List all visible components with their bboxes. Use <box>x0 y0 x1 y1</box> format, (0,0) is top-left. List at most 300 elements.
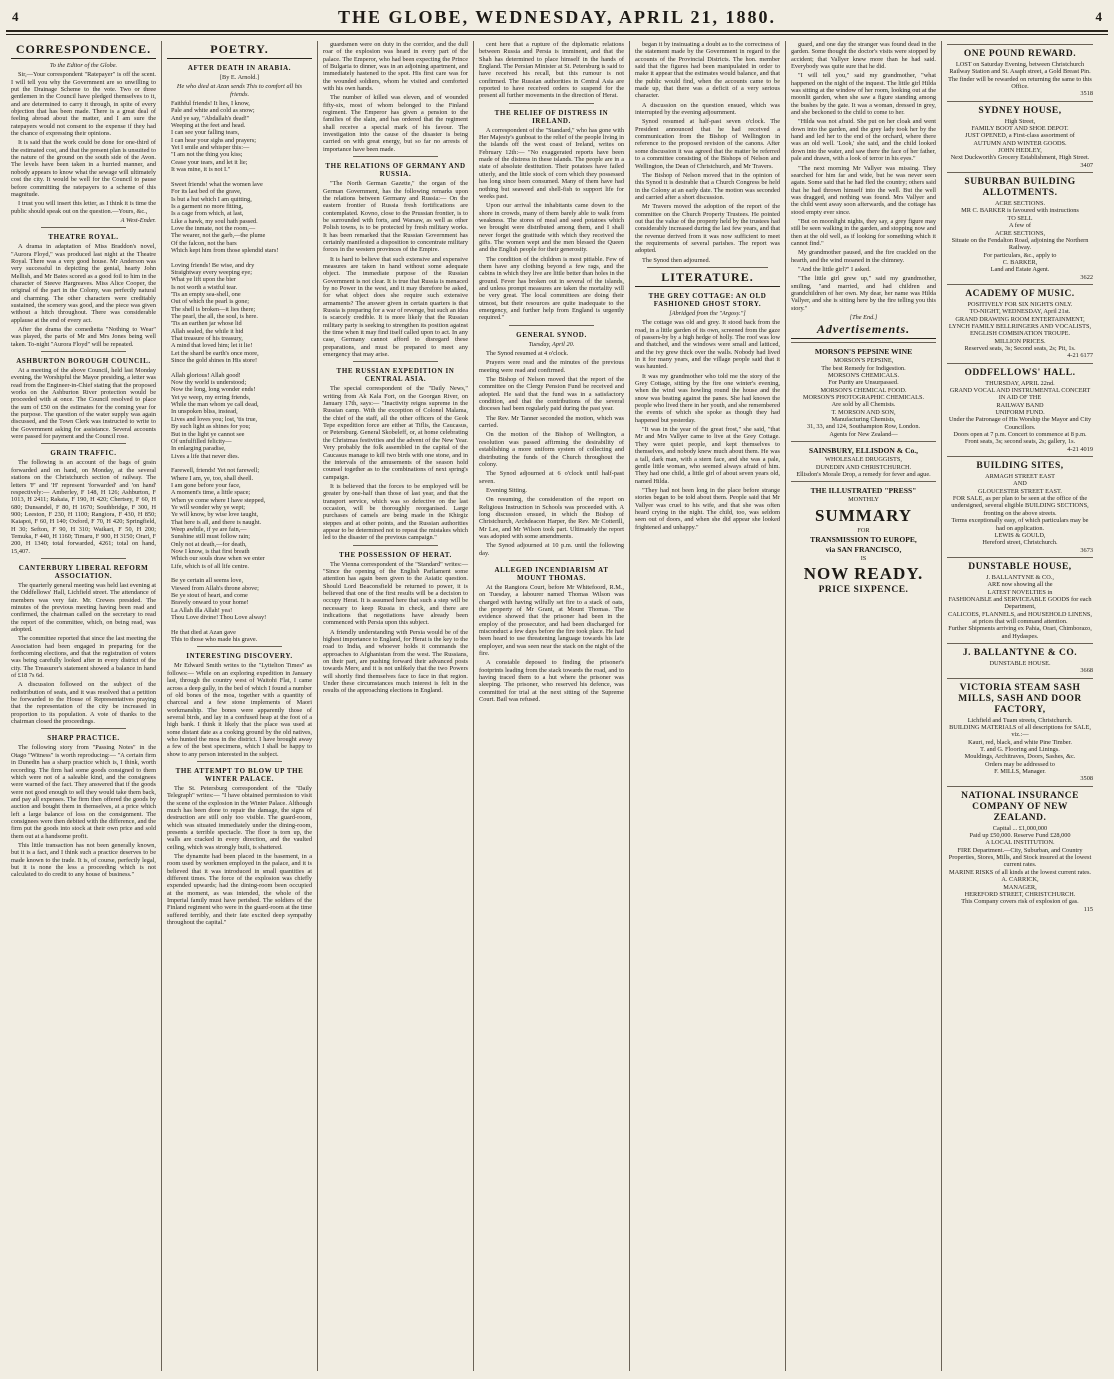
paragraph: "But on moonlight nights, they say, a grey figure may still be seen walking in the garden, and stopping now and then at the old well, as if looking for something which it cannot find." <box>791 217 936 247</box>
divider <box>41 351 126 352</box>
continued-narrative <box>635 41 780 116</box>
explosion-heading: THE ATTEMPT TO BLOW UP THE WINTER PALACE. <box>175 766 304 783</box>
ad-press-title: THE ILLUSTRATED "PRESS" <box>810 486 917 496</box>
reform-heading: CANTERBURY LIBERAL REFORM ASSOCIATION. <box>18 563 149 580</box>
classified-ad <box>947 786 1093 913</box>
paragraph: Out of which the pearl is gone; <box>171 298 249 306</box>
paragraph: Cease your tears, and let it lie; <box>171 158 248 166</box>
ad-line: RAILWAY BAND <box>996 401 1044 409</box>
paragraph: I can see your falling tears, <box>171 129 240 137</box>
story-continued <box>791 41 936 312</box>
paragraph: Sweet friends! what the women lave <box>171 180 263 188</box>
ad-line: POSITIVELY FOR SIX NIGHTS ONLY. <box>967 300 1073 308</box>
divider <box>509 560 594 561</box>
ad-title: J. BALLANTYNE & CO. <box>962 647 1078 658</box>
classified-ad <box>947 557 1093 640</box>
ad-title: SUBURBAN BUILDING ALLOTMENTS. <box>964 177 1076 199</box>
paragraph: A discussion followed on the subject of the redistribution of seats, and it was resolved that a petition be forwarded to the House of Representatives praying that the representation of the city be increased in proportion to its population. A vote of thanks to the chairman closed the proceedings. <box>11 681 156 726</box>
relations-heading: THE RELATIONS OF GERMANY AND RUSSIA. <box>325 162 466 179</box>
ad-line: Kauri, red, black, and white Pine Timber. <box>968 738 1072 746</box>
ad-line: LEWIS & GOULD, <box>994 531 1046 539</box>
grain-article <box>11 459 156 554</box>
paragraph: The quarterly general meeting was held last evening at the Oddfellows' Hall, Lichfield street. The attendance of members was very fair. Mr. Crewes presided. The minutes of the previous meeting having been read and confirmed, the chairman called on the secretary to read the report of the committee, which, on being read, was adopted. <box>11 581 156 633</box>
ad-sainsbury-title: SAINSBURY, ELLISDON & Co., <box>808 446 919 456</box>
paragraph: What ye lift upon the bier <box>171 276 236 284</box>
continued-narrative <box>479 41 624 100</box>
paragraph: It was my grandmother who told me the story of the Grey Cottage, sitting by the fire one winter's evening, when the wind was howling round the house and the snow was beating against the panes. She had known the people who lived there in her youth, and she remembered the events of which she spoke as though they had happened but yesterday. <box>635 372 780 424</box>
ad-morson <box>791 342 936 438</box>
ad-line: Are sold by all Chemists. <box>831 401 896 409</box>
classified-ad <box>947 363 1093 453</box>
reform-article <box>11 582 156 726</box>
paragraph: "The North German Gazette," the organ of the German Government, has the following remarks upon the relations between Germany and Russia:— On the eastern frontier of Russia fresh fortifications are contemplated. Kovno, close to the Prussian frontier, is to be surrounded with forts, and Warsaw, as well as other Polish towns, is to be protected by fresh military works. It has been remarked that the Russian Government has certainly manifested a disposition to concentrate military forces in the western provinces of the Empire. <box>323 180 468 254</box>
ad-line: BUILDING MATERIALS of all descriptions for SALE, viz.:— <box>949 724 1091 739</box>
synod-heading: GENERAL SYNOD. <box>516 330 587 339</box>
ad-line: J. BALLANTYNE & CO., <box>986 573 1054 581</box>
paragraph: Weep awhile, if ye are fain,— <box>171 525 247 533</box>
paragraph: I trust you will insert this letter, as I think it is time the public should speak out on the question.—Yours, &c., <box>11 200 156 215</box>
columns <box>6 41 1108 1371</box>
poetry-heading: POETRY. <box>167 43 312 59</box>
paragraph: And ye say, "Abdallah's dead!" <box>171 114 250 122</box>
divider <box>41 558 126 559</box>
incendiarism-article <box>479 584 624 704</box>
paragraph: Lives and loves you; lost, 'tis true, <box>171 415 258 423</box>
ad-line: ARMAGH STREET EAST <box>985 473 1055 481</box>
ad-reference-number: 3673 <box>1080 546 1093 554</box>
paragraph: Life, which is of all life centre. <box>171 562 249 570</box>
paragraph: Is a garment no more fitting, <box>171 202 244 210</box>
paragraph: The number of killed was eleven, and of wounded fifty-six, most of whom belonged to the Finland regiment. The Emperor has given a pension to the families of the slain, and has ordered that the regiment shall receive a special mark of his favour. The investigation into the cause of the disaster is being carried on with great energy, but so far no arrests of importance have been made. <box>323 94 468 153</box>
distress-heading: THE RELIEF OF DISTRESS IN IRELAND. <box>494 108 609 125</box>
divider <box>509 103 594 104</box>
advertisements-heading: Advertisements. <box>791 323 936 339</box>
herat-heading: THE POSSESSION OF HERAT. <box>339 550 452 559</box>
ashburton-heading: ASHBURTON BOROUGH COUNCIL. <box>16 357 151 366</box>
paragraph: At the Rangiora Court, before Mr Whitefoord, R.M., on Tuesday, a labourer named Thomas Wilson was charged with having wilfully set fire to a stack of oats, the property of Mr Grant, at Mount Thomas. The evidence showed that the prisoner had been in the employ of the prosecutor, and had been discharged for misconduct a few days before the fire took place. He had been heard to use threatening language towards his late employer, and was seen near the stack on the night of the fire. <box>479 583 624 658</box>
ad-line: DUNEDIN AND CHRISTCHURCH. <box>815 463 912 471</box>
ad-line: C. BARKER, <box>1002 258 1038 266</box>
divider <box>353 545 438 546</box>
discovery-article <box>167 662 312 757</box>
ad-line: Capital ... £1,000,000 <box>992 824 1048 832</box>
paragraph: The following is an account of the bags of grain forwarded and on hand, on Monday, at the several stations on the Christchurch section of railway. The letters 'F' and 'H' represent 'forwarded' and 'on hand' respectively:— Amberley, F 148, H 126; Ashburton, F 1013, H 2411; Rakaia, F 190, H 420; Chertsey, F 60, H 680; Dunsandel, F 80, H 1670; Southbridge, F 300, H 900; Leeston, F 230, H 1100; Rangiora, F 430, H 850; Kaiapoi, F 60, H 140; Oxford, F 70, H 420; Springfield, H 30; Sefton, F 90, H 310; Waikari, F 50, H 200; Temuka, F 440, H 1160; Timaru, F 900, H 3150; Orari, F 200, H 1340; total forwarded, 4261; total on hand, 15,407. <box>11 459 156 555</box>
ad-line: ENGLISH COMBINATION TROUPE. <box>969 330 1071 338</box>
column-5 <box>630 41 786 1371</box>
ad-line: Land and Estate Agent. <box>990 266 1050 274</box>
paragraph: Sunshine still must follow rain; <box>171 533 251 541</box>
theatre-article <box>11 243 156 348</box>
paragraph: Yet ye weep, my erring friends, <box>171 393 251 401</box>
ad-reference-number: 3508 <box>1080 775 1093 783</box>
letter-1-signature: A West-Ender. <box>120 216 156 224</box>
ad-reference-number: 115 <box>1083 905 1093 913</box>
ad-line: CALICOES, FLANNELS, and HOUSEHOLD LINENS, at prices that will command attention. <box>948 610 1092 625</box>
ad-line: Doors open at 7 p.m. Concert to commence at 8 p.m. <box>953 431 1087 439</box>
ad-line: UNIFORM FUND. <box>995 409 1045 417</box>
masthead <box>6 4 1108 32</box>
ad-line: TO SELL <box>1007 214 1033 222</box>
paragraph: A constable deposed to finding the prisoner's footprints leading from the stack towards the road, and to having traced them to a hut where the prisoner was sleeping. The prisoner, who reserved his defence, was committed for trial at the next sitting of the Supreme Court. Bail was refused. <box>479 659 624 704</box>
ad-line: Hereford street, Christchurch. <box>982 539 1058 547</box>
paragraph: A mind that loved him; let it lie! <box>171 342 253 350</box>
paragraph: La Allah illa Allah! yea! <box>171 606 233 614</box>
paragraph: "The next morning Mr Vallyer was missing. They searched for him far and wide, but he was never seen again. Some said that he had fled the country; others said that he had thrown himself into the well. But the well was dragged, and nothing was found. Mrs Vallyer and the child went away soon afterwards, and the cottage has stood empty ever since. <box>791 164 936 216</box>
paragraph: "The little girl grew up," said my grandmother, smiling, "and married, and had children and grandchildren of her own. My dear, her name was Hilda Vallyer, and she is sitting here by the fire telling you this story." <box>791 275 936 312</box>
paragraph: It is believed that the forces to be employed will be greater by one-half than those of last year, and that the transport service, which was so defective on the last occasion, will be thoroughly reorganised. Large purchases of camels are being made in the Khirgiz steppes and at other points, and the Russian authorities appear to be determined not to repeat the mistakes which led to the disaster of the previous campaign." <box>323 482 468 542</box>
paragraph: This to those who made his grave. <box>171 636 258 644</box>
column-3 <box>318 41 474 1371</box>
ad-press-summary-word: SUMMARY <box>814 505 913 525</box>
ad-line: Reserved seats, 3s; Second seats, 2s; Pit, 1s. <box>964 344 1076 352</box>
ad-press-summary <box>791 481 936 596</box>
ad-line: LOST on Saturday Evening, between Christchurch Railway Station and St. Asaph street, a Gold Breast Pin. The finder will be rewarded on returning the same to this Office. <box>948 61 1092 91</box>
ad-press-for: FOR <box>857 526 870 534</box>
paragraph: It was mine, it is not I." <box>171 166 231 174</box>
ad-line: F. MILLS, Manager. <box>994 768 1046 776</box>
herat-article <box>323 561 468 695</box>
sharp-practice-article <box>11 744 156 878</box>
ad-line: Situate on the Fendalton Road, adjoining the Northern Railway. <box>951 236 1089 252</box>
ad-press-monthly: MONTHLY <box>848 496 879 504</box>
ad-title: DUNSTABLE HOUSE, <box>968 561 1072 572</box>
paragraph: Farewell, friends! Yet not farewell; <box>171 467 260 475</box>
ad-reference-number: 4-21 4019 <box>1067 445 1093 453</box>
ad-title: ACADEMY OF MUSIC. <box>965 288 1075 299</box>
classified-ads <box>947 44 1093 913</box>
expedition-heading: THE RUSSIAN EXPEDITION IN CENTRAL ASIA. <box>336 367 455 384</box>
ad-line: GRAND DRAWING ROOM ENTERTAINMENT, <box>955 315 1085 323</box>
paragraph: The dynamite had been placed in the basement, in a room used by workmen employed in the palace, and it is believed that it was introduced in small quantities at different times. The force of the explosion was chiefly expended upwards; had the dining-room been occupied at the moment, as was intended, the whole of the Imperial family must have perished. The soldiers of the Finland regiment who were in the guard-room at the time suffered terribly, and their fate excited deep sympathy throughout the capital." <box>167 853 312 927</box>
paragraph: A friendly understanding with Persia would be of the highest importance to England, for Herat is the key to the road to India, and whoever holds it commands the approaches to Afghanistan from the west. The Russians, on their part, are pushing forward their advanced posts towards Merv, and it is not unlikely that the two Powers will shortly find themselves face to face in that region. Under these circumstances much interest is felt in the results of the approaching elections in England. <box>323 628 468 695</box>
column-7 <box>942 41 1098 1371</box>
paragraph: Mr Edward Smith writes to the "Lyttelton Times" as follows:— While on an exploring expedition in January last, through the country west of Waitohi Flat, I came across a deep gully, in the bed of which I found a number of old bones of the moa, together with a quantity of charcoal and a few stone implements of Maori workmanship. The bones were apparently those of several birds, and lay in a confused heap at the foot of a high bank. I think it likely that the place was used at some distant date as a cooking ground by the old natives, who hunted the moa in the district. I have brought away a few of the best specimens, which I shall be happy to show to any person interested in the subject. <box>167 662 312 758</box>
paragraph: At a meeting of the above Council, held last Monday evening, the Worshipful the Mayor presiding, a letter was read from the Engineer-in-Chief stating that the proposed works on the Ashburton River protection would be proceeded with at once. The Council resolved to place the sum of £50 on the estimates for the coming year for the purpose. The question of the water supply was again discussed, and the Town Clerk was instructed to write to the Government asking for assistance. Several accounts were passed for payment and the Council rose. <box>11 367 156 441</box>
paragraph: Which our souls draw when we enter <box>171 555 265 563</box>
ad-line: Mouldings, Architraves, Doors, Sashes, &c. <box>964 753 1076 761</box>
ad-line: T. MORSON AND SON, <box>831 408 896 416</box>
ad-line: The best Remedy for Indigestion. <box>821 364 906 372</box>
ad-line: HEREFORD STREET, CHRISTCHURCH. <box>964 890 1076 898</box>
ad-line: ACRE SECTIONS. <box>994 200 1046 208</box>
story-title: THE GREY COTTAGE: AN OLD FASHIONED GHOST STORY. <box>648 291 767 308</box>
paragraph: Now the long, long wonder ends! <box>171 386 256 394</box>
ad-morson-title: MORSON'S PEPSINE WINE <box>814 347 913 357</box>
paragraph: That here is all, and there is naught. <box>171 518 262 526</box>
ad-reference-number: 4-21 6177 <box>1067 352 1093 360</box>
paragraph: The shell is broken—it lies there; <box>171 305 256 313</box>
column-4 <box>474 41 630 1371</box>
ad-morson-lines <box>791 357 936 438</box>
paragraph: The Synod adjourned at 6 o'clock until half-past seven. <box>479 470 624 485</box>
editor-note: To the Editor of the Globe. <box>49 62 118 69</box>
ad-line: ARE now showing all the <box>987 581 1053 589</box>
poem-author: [By E. Arnold.] <box>219 74 260 81</box>
theatre-heading: THEATRE ROYAL. <box>48 233 119 242</box>
paragraph: "It was in the year of the great frost," she said, "that Mr and Mrs Vallyer came to live at the Grey Cottage. They were quiet people, and kept themselves to themselves, and nobody knew much about them. He was a tall, dark man, with a stern face, and she was a pale, gentle little woman, who seemed always afraid of him. They had one child, a little girl of about seven years old, named Hilda. <box>635 426 780 485</box>
paragraph: "I will tell you," said my grandmother, "what happened on the night of the inquest. The little girl Hilda was sitting at the window of her room, looking out at the moonlit garden, when she saw a figure standing among the bushes by the gate. It was a woman, dressed in grey, and she beckoned to the child to come to her. <box>791 72 936 117</box>
paragraph: Allah sealed, the while it hid <box>171 327 244 335</box>
ad-line: Under the Patronage of His Worship the Mayor and City Councillors. <box>948 416 1092 431</box>
ad-line: DUNSTABLE HOUSE. <box>989 659 1051 667</box>
paragraph: guard, and one day the stranger was found dead in the garden. Some thought the doctor's visits were stopped by accident; that Vallyer knew more than he had said. Everybody was quite sure that he did. <box>791 41 936 71</box>
ad-line: FASHIONABLE and SERVICEABLE GOODS for each Department, <box>948 595 1092 611</box>
paragraph: Sir,—Your correspondent "Ratepayer" is off the scent. I will tell you why the Government are so unwilling to put the Drainage Scheme to the vote. Two or three gentlemen in the Council have pledged themselves to it, and are determined to carry it through, in spite of every objection that has been made. There is a great deal of feeling abroad about the matter, and I am sure the ratepayers would not consent to the expense if they had the chance of expressing their opinions. <box>11 71 156 138</box>
paragraph: A discussion on the question ensued, which was interrupted by the evening adjournment. <box>635 101 780 117</box>
story-end: [The End.] <box>849 314 878 322</box>
paragraph: I can hear your sighs and prayers; <box>171 136 256 144</box>
ad-line: For Purity are Unsurpassed. <box>828 379 899 387</box>
classified-ad <box>947 172 1093 281</box>
paragraph: Of the falcon, not the bars <box>171 239 237 247</box>
ad-press-transmission: TRANSMISSION TO EUROPE, <box>810 534 917 544</box>
ad-reference-number: 3518 <box>1080 90 1093 98</box>
column-2 <box>162 41 318 1371</box>
ad-reference-number: 3668 <box>1080 667 1093 675</box>
paragraph: Prayers were read and the minutes of the previous meeting were read and confirmed. <box>479 359 624 374</box>
sharp-practice-heading: SHARP PRACTICE. <box>47 734 120 743</box>
paragraph: The Synod then adjourned. <box>642 256 711 264</box>
paragraph: 'Tis an earthen jar whose lid <box>171 320 242 328</box>
paragraph: Which kept him from those splendid stars! <box>171 246 279 254</box>
paragraph: But in the light ye cannot see <box>171 430 245 438</box>
ad-line: LYNCH FAMILY BELLRINGERS AND VOCALISTS, <box>948 322 1092 330</box>
paragraph: The committee reported that since the last meeting the Association had been engaged in preparing for the forthcoming elections, and that the registration of voters was being carefully looked after in every district of the city. The Treasurer's statement showed a balance in hand of £18 7s 6d. <box>11 635 156 680</box>
divider <box>41 227 126 228</box>
ad-line: MILLION PRICES. <box>994 337 1046 345</box>
ashburton-article <box>11 367 156 440</box>
paragraph: Ye will know, by wise love taught, <box>171 511 259 519</box>
discovery-heading: INTERESTING DISCOVERY. <box>186 652 293 661</box>
ad-sainsbury <box>791 441 936 478</box>
ad-title: NATIONAL INSURANCE COMPANY OF NEW ZEALAND. <box>961 790 1079 823</box>
classified-ad <box>947 101 1093 169</box>
grain-heading: GRAIN TRAFFIC. <box>50 449 117 458</box>
ad-line: JUST OPENED, a First-class assortment of <box>965 132 1075 140</box>
paragraph: guardsmen were on duty in the corridor, and the dull roar of the explosion was heard in every part of the palace. The Emperor, who had been expecting the Prince of Bulgaria to dinner, was in an adjoining apartment, and immediately hastened to the spot. His first care was for the wounded soldiers, whom he visited and comforted with his own hands. <box>323 41 468 93</box>
paragraph: The special correspondent of the "Daily News," writing from Ak Kala Fort, on the Goorgan River, on January 17th, says:— "Inactivity reigns supreme in the Russian camp. With the exception of Colonel Malama, the chief of the staff, all the other officers of the Geok Tepe expedition force are either at Tiflis, the Caucasus, or Petersburg. General Skobeleff, or, at home celebrating the Christmas festivities and the advent of the New Year. Very probably the folk assembled in the capital of the Caucasus manage to kill two birds with one stone, and in the intervals of the amusements of the season hold counsel together as to the combinations of next spring's campaign. <box>323 385 468 481</box>
ad-press-via: via SAN FRANCISCO, <box>825 544 902 554</box>
ad-line: AND <box>1013 480 1027 488</box>
ad-line: GLOUCESTER STREET EAST. <box>978 487 1062 495</box>
ad-line: High Street, <box>1004 117 1036 125</box>
paragraph: Faithful friends! It lies, I know, <box>171 100 250 108</box>
paragraph: The Synod adjourned at 10 p.m. until the following day. <box>479 542 624 557</box>
paragraph: "And the little girl?" I asked. <box>798 265 871 273</box>
paragraph: Viewed from Allah's throne above; <box>171 584 259 592</box>
ad-line: 31, 33, and 124, Southampton Row, London. <box>806 423 921 431</box>
ad-line: This Company covers risk of explosion of gas. <box>961 898 1079 906</box>
paragraph: Pale and white and cold as snow; <box>171 107 255 115</box>
divider <box>41 443 126 444</box>
paragraph: The following story from "Passing Notes" in the Otago "Witness" is worth reproducing:— "A certain firm in Dunedin has a sharp practice which is, I think, worth recording. The firm had some goods consigned to them which were not of a saleable kind, and the consignees were warned of the fact. They answered that if the goods were not good enough to sell they would take them back, and pay all expenses. The firm then offered the goods by auction and bought them in themselves, at a price which left a large balance of loss on the consignment. The consignees were then debited with the difference, and the firm put the goods into stock at their own price and sold them out at a handsome profit. <box>11 744 156 840</box>
ad-line: Manufacturing Chemists, <box>831 416 896 424</box>
paragraph: Allah glorious! Allah good! <box>171 371 241 379</box>
paragraph <box>171 173 312 180</box>
ad-line: MORSON'S PEPSINE, <box>833 357 894 365</box>
ad-line: FIRE Department.—City, Suburban, and Country Properties, Stores, Mills, and Stock insured at the lowest current rates. <box>948 846 1092 869</box>
divider <box>197 761 282 762</box>
synod-date: Tuesday, April 20. <box>528 340 575 348</box>
paragraph <box>171 254 312 261</box>
paragraph: For its last bed of the grave, <box>171 188 242 196</box>
page-number-left: 4 <box>12 9 19 24</box>
classified-ad <box>947 678 1093 783</box>
paragraph: After the drama the comedietta "Nothing to Wear" was played, the parts of Mr and Mrs Jones being well taken. To-night "Aurora Floyd" will be repeated. <box>11 326 156 348</box>
page-number-right: 4 <box>1095 9 1102 24</box>
divider <box>353 156 438 157</box>
divider <box>353 361 438 362</box>
paragraph: "They had not been long in the place before strange stories began to be told about them. People said that Mr Vallyer was cruel to his wife, and that she was often heard crying in the night. The child, too, was seldom seen out of doors, and when she did appear she looked frightened and unhappy." <box>635 486 780 531</box>
paragraph: Since the gold shines in His store! <box>171 357 258 365</box>
paragraph: The cottage was old and grey. It stood back from the road, in a little garden of its own, screened from the gaze of passers-by by a high hedge of holly. The roof was low and thatched, and the windows were small and latticed, and the ivy grew thick over the walls. Nobody had lived in it for many years, and the village people said that it was haunted. <box>635 319 780 371</box>
paragraph: When ye come where I have stepped, <box>171 496 266 504</box>
column-6 <box>786 41 942 1371</box>
poem-verse <box>171 100 312 643</box>
ad-line: MORSON'S PHOTOGRAPHIC CHEMICALS. <box>802 394 925 402</box>
paragraph: Mr Travers moved the adoption of the report of the committee on the Church Property Trustees. He pointed out that the value of the property held by the trustees had considerably increased during the last few years, and that the revenue derived from it was now sufficient to meet the requirements of several parishes. The report was adopted. <box>635 203 780 255</box>
paragraph: Of unfulfilled felicity— <box>171 437 232 445</box>
paragraph: While the man whom ye call dead, <box>171 401 259 409</box>
paragraph: Let the shard be earth's once more, <box>171 349 259 357</box>
paragraph: Be ye certain all seems love, <box>171 577 244 585</box>
classified-ad <box>947 456 1093 554</box>
column-1 <box>6 41 162 1371</box>
paragraph: Be ye stout of heart, and come <box>171 592 248 600</box>
story-source: [Abridged from the "Argosy."] <box>669 309 746 317</box>
paragraph: Is but a hut which I am quitting, <box>171 195 252 203</box>
ad-line: MARINE RISKS of all kinds at the lowest current rates. <box>948 868 1091 876</box>
ad-line: A few of <box>1008 222 1032 230</box>
distress-article <box>479 127 624 322</box>
ad-line: T. and G. Flooring and Linings. <box>980 746 1060 754</box>
ad-line: MORSON'S CHEMICAL FOOD. <box>820 386 907 394</box>
ad-line: GRAND VOCAL AND INSTRUMENTAL CONCERT <box>949 387 1091 394</box>
ad-line: Orders may be addressed to <box>985 760 1055 768</box>
paragraph: I am gone before your face, <box>171 481 241 489</box>
paragraph: Now thy world is understood; <box>171 379 247 387</box>
paragraph <box>171 460 312 467</box>
ad-line: Further Shipments arriving ex Pahia, Orari, Chimborazo, and Hydaspes. <box>948 625 1092 640</box>
paragraph: Like a hawk, my soul hath passed. <box>171 217 258 225</box>
continued-narrative <box>323 41 468 153</box>
paragraph: On the motion of the Bishop of Wellington, a resolution was passed affirming the desirability of establishing a more uniform system of collecting and distributing the funds of the Church throughout the colony. <box>479 431 624 468</box>
paragraph: The condition of the children is most pitiable. Few of them have any clothing beyond a few rags, and the cabins in which they live are little better than holes in the ground. Fever has broken out in several of the islands, and unless prompt measures are taken the mortality will be very great. The local committees are doing their utmost, but their resources are quite inadequate to the emergency, and further help from England is urgently required." <box>479 255 624 322</box>
ad-line: Lichfield and Tuam streets, Christchurch. <box>967 716 1073 724</box>
paragraph <box>171 364 312 371</box>
paragraph <box>171 621 312 628</box>
paragraph: This little transaction has not been generally known, but it is a fact, and I think such a practice deserves to be made known to the trade. It is, of course, perfectly legal, but it is none the less a proceeding which is not calculated to do credit to any house of business." <box>11 841 156 879</box>
paragraph: The Vienna correspondent of the "Standard" writes:— "Since the opening of the English Parliament some attention has again been given to the Asiatic question. Should Lord Beaconsfield be returned to power, it is believed that one of the first results will be a decision to occupy Herat. It is assumed here that such a step will be necessary to keep Russia in check, and there are indications that negotiations have already been commenced with Persia upon this subject. <box>323 560 468 627</box>
divider <box>509 325 594 326</box>
ad-title: BUILDING SITES, <box>976 461 1064 472</box>
paragraph: cent here that a rupture of the diplomatic relations between Russia and Persia is imminent, and that the Shah has determined to place himself in the hands of England. The Persian Minister at St. Petersburg is said to have received his recall, but this rumour is not confirmed. The Russian authorities in Central Asia are reported to have received orders to suspend for the present all further movements in the direction of Herat. <box>479 41 624 100</box>
paragraph: Yet I smile and whisper this:— <box>171 144 250 152</box>
expedition-article <box>323 385 468 541</box>
paragraph: "I am not the thing you kiss; <box>171 151 243 159</box>
paragraph: A moment's time, a little space; <box>171 489 251 497</box>
ad-reference-number: 3622 <box>1080 273 1093 281</box>
classified-ad <box>947 643 1093 675</box>
ad-press-now-ready: NOW READY. <box>803 564 924 584</box>
ad-line: Terms exceptionally easy, of which particulars may be had on application. <box>951 517 1089 532</box>
paragraph: Thou Love divine! Thou Love alway! <box>171 614 267 622</box>
poem-epigraph: He who died at Azan sends This to comfort all his friends. <box>176 83 303 98</box>
paragraph: My grandmother paused, and the fire crackled on the hearth, and the wind moaned in the chimney. <box>791 249 936 264</box>
ad-line: MANAGER, <box>1003 883 1037 891</box>
classified-ad <box>947 284 1093 360</box>
story-text <box>635 319 780 531</box>
ad-title: ONE POUND REWARD. <box>963 49 1077 59</box>
paragraph: Evening Sitting. <box>486 486 527 494</box>
synod-continued <box>635 118 780 264</box>
ad-line: MORSON'S CHEMICALS. <box>827 372 900 380</box>
ad-line: MR C. BARKER is favoured with instructions <box>961 207 1079 215</box>
incendiarism-heading: ALLEGED INCENDIARISM AT MOUNT THOMAS. <box>494 565 609 582</box>
ad-line: A LOCAL INSTITUTION. <box>985 839 1055 847</box>
ad-line: Front seats, 3s; second seats, 2s; gallery, 1s. <box>964 438 1076 446</box>
correspondence-heading: CORRESPONDENCE. <box>11 43 156 59</box>
paragraph: A correspondent of the "Standard," who has gone with Her Majesty's gunboat to the relief of the people living in the islands off the west coast of Ireland, writes on February 12th:— "No exaggerated reports have been made of the distress in these islands. The people are in a state of absolute destitution. Their potatoes have failed utterly, and the little stock of corn which they possessed has long since been consumed. Many of them have had nothing but seaweed and shell-fish to support life for weeks past. <box>479 126 624 200</box>
paragraph: A drama in adaptation of Miss Braddon's novel, "Aurora Floyd," was produced last night at the Theatre Royal. There was a very good house. Mr Anderson was very successful in depicting the genial, hearty John Mellish, and Mr Bates scored as a good foil to him in the character of Steeve Hargreaves. Miss Alice Cooper, the original of the part in the Colony, was perfectly natural and charming. The other characters were creditably sustained, the scenery was good, and the piece was given without a hitch throughout. There was considerable applause at the end of every act. <box>11 243 156 324</box>
ad-title: ODDFELLOWS' HALL. <box>964 367 1076 378</box>
ad-line: TO-NIGHT, WEDNESDAY, April 21st. <box>969 308 1071 316</box>
paragraph: In unspoken bliss, instead, <box>171 408 238 416</box>
paragraph: Synod resumed at half-past seven o'clock. The President announced that he had received a communication from the Bishop of Wellington in reference to the proposed revision of the canons. After some discussion it was agreed that the matter be referred to a committee consisting of the Bishops of Nelson and Wellington, the Dean of Christchurch, and Mr Travers. <box>635 118 780 170</box>
ad-line: JOHN HEDLEY, <box>998 147 1042 155</box>
paragraph: The Bishop of Nelson moved that the report of the committee on the Clergy Pension Fund be received and adopted. He said that the fund was in a satisfactory condition, and that the contributions of the several dioceses had been regularly paid during the past year. <box>479 376 624 413</box>
paragraph: It is said that the work could be done for one-third of the estimated cost, and that the present plan is unsuited to the nature of the ground on the south side of the Avon. The levels have been taken in a hurried manner, and nobody appears to know what the sewage will ultimately cost the city. It would be well for the Council to pause before committing the ratepayers to a scheme of this magnitude. <box>11 139 156 198</box>
ad-line: WHOLESALE DRUGGISTS, <box>825 456 902 464</box>
paragraph: By such light as shines for you; <box>171 423 251 431</box>
paragraph: Where I am, ye, too, shall dwell. <box>171 474 254 482</box>
ad-line: FOR SALE, as per plan to be seen at the office of the undersigned, several eligible BUILDING SECTIONS, fronting on the above streets. <box>951 495 1089 517</box>
paragraph: Is a cage from which, at last, <box>171 210 244 218</box>
ad-press-is: IS <box>860 554 867 562</box>
paragraph: Love the inmate, not the room,— <box>171 224 256 232</box>
ad-press-price: PRICE SIXPENCE. <box>818 585 909 596</box>
ad-title: VICTORIA STEAM SASH MILLS, SASH AND DOOR FACTORY, <box>958 682 1082 715</box>
ad-line: IN AID OF THE <box>998 394 1042 402</box>
ad-reference-number: 3407 <box>1080 161 1093 169</box>
paragraph: The St. Petersburg correspondent of the "Daily Telegraph" writes:— "I have obtained permission to visit the scene of the explosion in the Winter Palace. Although much has been done to repair the damage, the signs of destruction are still only too visible. The guard-room, which was situated immediately under the dining-room, presents a terrible spectacle. The floor is torn up, the walls are cracked in every direction, and the vaulted ceiling, which was strongly built, is shattered. <box>167 784 312 851</box>
divider <box>41 728 126 729</box>
poem-title: AFTER DEATH IN ARABIA. <box>187 64 292 72</box>
ad-sainsbury-lines <box>791 456 936 478</box>
paragraph: Only not at death,—for death, <box>171 540 247 548</box>
ad-line: A. CARRICK, <box>1001 876 1039 884</box>
relations-article <box>323 180 468 358</box>
paragraph: Weeping at the feet and head. <box>171 122 246 130</box>
paragraph: Lives a life that never dies. <box>171 452 240 460</box>
paragraph: 'Tis an empty sea-shell, one <box>171 290 241 298</box>
ad-line: For particulars, &c., apply to <box>983 251 1057 259</box>
masthead-title: THE GLOBE, WEDNESDAY, APRIL 21, 1880. <box>338 6 776 27</box>
letter-1 <box>11 71 156 215</box>
paragraph: "Hilda was not afraid. She put on her cloak and went down into the garden, and the grey lady took her by the hand and led her to the end of the orchard, where there was an old well. 'Look,' she said, and the child looked down into the water, and saw there the face of her father, pale and drawn, with a look of terror in his eyes." <box>791 118 936 163</box>
paragraph: The Rev. Mr Tanner seconded the motion, which was carried. <box>479 414 624 430</box>
paragraph: Is not worth a wistful tear. <box>171 283 238 291</box>
ad-line: LATEST NOVELTIES in <box>987 588 1053 596</box>
ad-line: THURSDAY, APRIL 22nd. <box>985 379 1055 387</box>
ad-title: SYDNEY HOUSE, <box>978 105 1062 116</box>
paragraph: In enlarging paradise, <box>171 445 226 453</box>
paragraph: The wearer, not the garb,—the plume <box>171 232 266 240</box>
classified-ad <box>947 44 1093 98</box>
literature-heading: LITERATURE. <box>635 271 780 287</box>
paragraph: He that died at Azan gave <box>171 628 236 636</box>
divider <box>647 267 768 268</box>
